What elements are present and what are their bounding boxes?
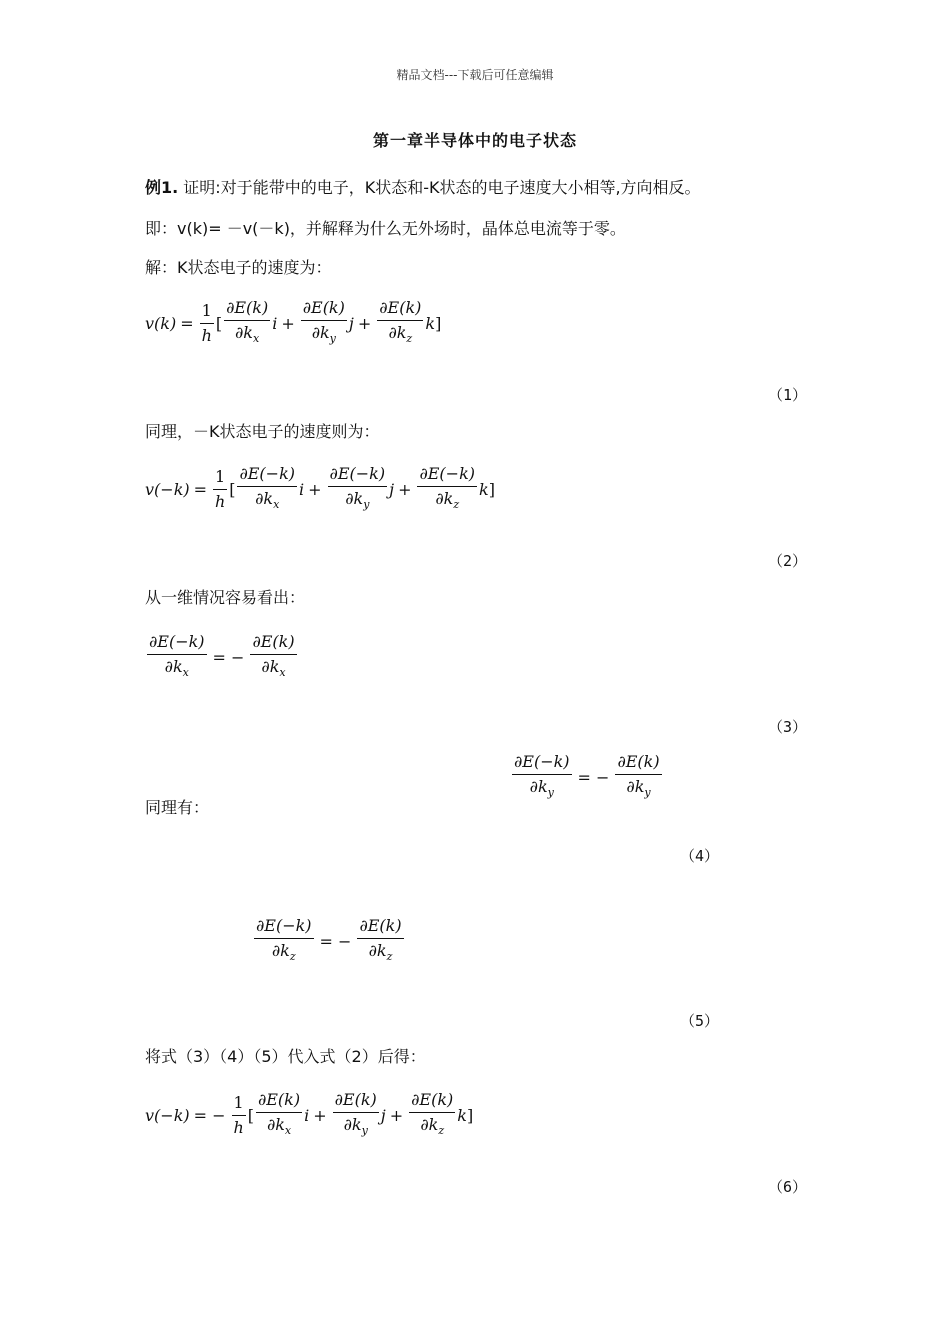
- eq2-frac-y: $\frac{\partial E(-k)}{\partial k_y}$: [329, 464, 386, 512]
- eq1-coef: $\frac{1}{h}$: [201, 301, 212, 346]
- equation-6: v(−k) = − $\frac{1}{h}$ [ $\frac{\partial E(k)}{\partial k_x}$ i + $\frac{\partial E(k)}{\partial k_y}$ j + $\frac{\partial E(k)}{\partial k_z}$ k ]: [145, 1090, 473, 1141]
- example-text: 证明:对于能带中的电子，K状态和-K状态的电子速度大小相等,方向相反。: [178, 178, 701, 197]
- example-statement: [145, 178, 701, 198]
- equation-number-5: （5）: [680, 1012, 720, 1030]
- example-line2: 即：v(k)= －v(－k)，并解释为什么无外场时，晶体总电流等于零。: [145, 219, 626, 238]
- eq1-equals: =: [180, 314, 194, 334]
- chapter-title: 第一章半导体中的电子状态: [372, 131, 577, 150]
- paragraph-similarly: 同理有：: [145, 798, 210, 817]
- paragraph-1d: 从一维情况容易看出：: [145, 588, 306, 607]
- equation-number-6: （6）: [768, 1178, 808, 1196]
- equation-2: v(−k) = $\frac{1}{h}$ [ $\frac{\partial E(-k)}{\partial k_x}$ i + $\frac{\partial E(-k)}{\partial k_y}$ j + $\frac{\partial E(-k)}{\partial k_z}$ k ]: [145, 464, 495, 515]
- eq1-frac-z: $\frac{\partial E(k)}{\partial k_z}$: [379, 298, 422, 346]
- equation-4: $\frac{\partial E(-k)}{\partial k_y}$ = − $\frac{\partial E(k)}{\partial k_y}$: [514, 752, 660, 800]
- equation-number-4: （4）: [680, 847, 720, 865]
- eq1-lhs: v(k): [145, 314, 177, 334]
- paragraph-substitute: 将式（3）（4）（5）代入式（2）后得：: [145, 1047, 426, 1066]
- eq2-frac-x: $\frac{\partial E(-k)}{\partial k_x}$: [239, 464, 296, 512]
- equation-number-3: （3）: [768, 718, 808, 736]
- eq2-frac-z: $\frac{\partial E(-k)}{\partial k_z}$: [419, 464, 476, 512]
- equation-1: v(k) = $\frac{1}{h}$ [ $\frac{\partial E(k)}{\partial k_x}$ i + $\frac{\partial E(k)}{\partial k_y}$ j + $\frac{\partial E(k)}{\partial k_z}$ k ]: [145, 298, 441, 349]
- equation-5: $\frac{\partial E(-k)}{\partial k_z}$ = − $\frac{\partial E(k)}{\partial k_z}$: [256, 916, 402, 964]
- paragraph-minus-k: 同理，－K状态电子的速度则为：: [145, 422, 380, 441]
- eq1-frac-y: $\frac{\partial E(k)}{\partial k_y}$: [302, 298, 345, 346]
- solution-intro: 解：K状态电子的速度为：: [145, 258, 332, 277]
- equation-3: $\frac{\partial E(-k)}{\partial k_x}$ = − $\frac{\partial E(k)}{\partial k_x}$: [149, 632, 295, 680]
- eq6-frac-y: $\frac{\partial E(k)}{\partial k_y}$: [334, 1090, 377, 1138]
- example-label: 例1.: [145, 178, 179, 197]
- equation-number-2: （2）: [768, 552, 808, 570]
- eq6-frac-x: $\frac{\partial E(k)}{\partial k_x}$: [257, 1090, 301, 1138]
- eq6-frac-z: $\frac{\partial E(k)}{\partial k_z}$: [411, 1090, 454, 1138]
- equation-number-1: （1）: [768, 386, 808, 404]
- eq1-frac-x: $\frac{\partial E(k)}{\partial k_x}$: [226, 298, 269, 346]
- page-header: 精品文档---下载后可任意编辑: [396, 68, 554, 82]
